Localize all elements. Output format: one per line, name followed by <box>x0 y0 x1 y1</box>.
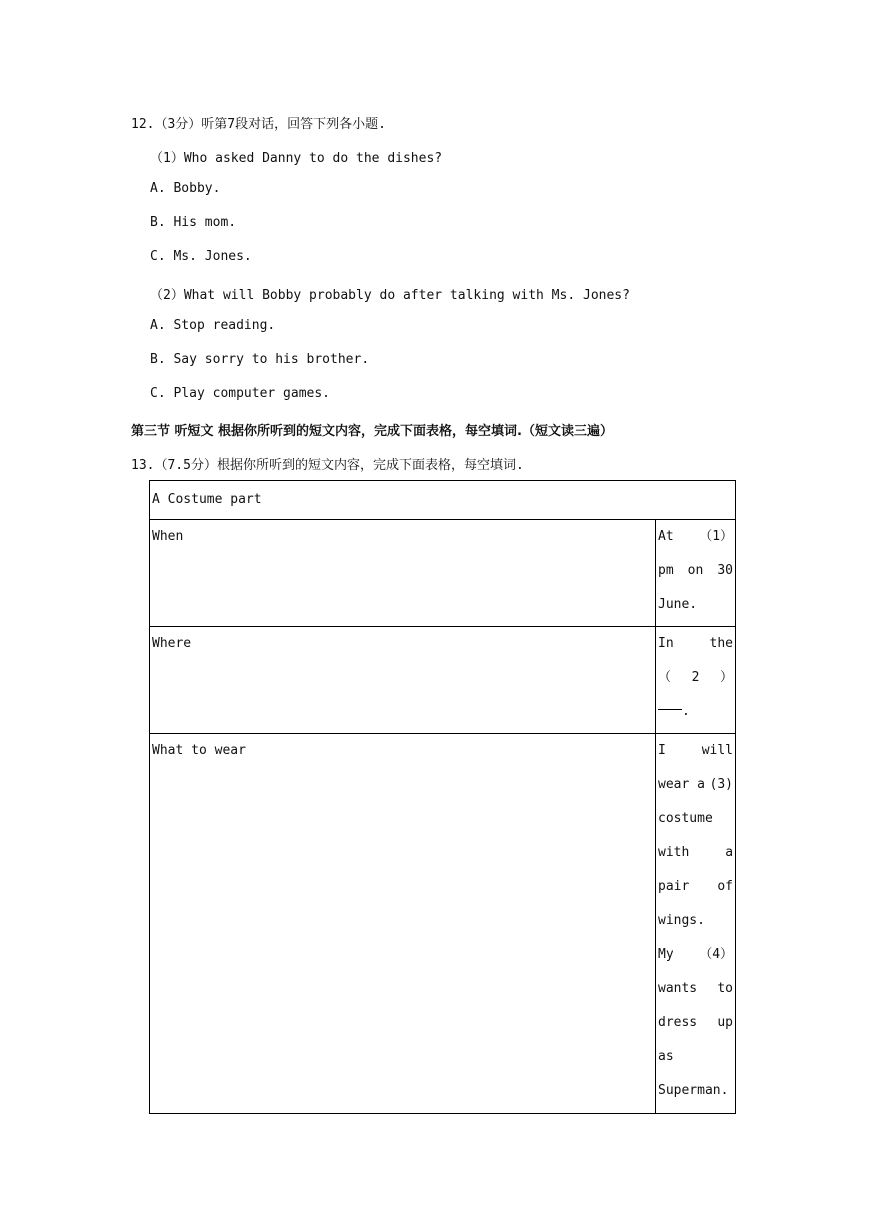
answer-line: June. <box>658 597 698 612</box>
answer-line: . <box>658 695 733 729</box>
q13-title: 13.（7.5分）根据你所听到的短文内容，完成下面表格，每空填词. <box>131 458 524 473</box>
q12-sub2-question: （2）What will Bobby probably do after talking with Ms. Jones? <box>150 288 630 303</box>
q12-sub1-question: （1）Who asked Danny to do the dishes? <box>150 151 443 166</box>
answer-line: costume <box>658 811 713 826</box>
table-row <box>150 734 656 1114</box>
answer-line: I will <box>658 743 734 758</box>
answer-line: My （4） <box>658 947 734 962</box>
answer-line: In the <box>658 636 734 651</box>
answer-line: wants to <box>658 981 734 996</box>
answer-cell-where <box>656 627 736 734</box>
q12-title: 12.（3分）听第7段对话，回答下列各小题. <box>131 117 386 132</box>
table-row <box>150 627 656 734</box>
q12-sub2-option-a: A. Stop reading. <box>150 318 276 333</box>
q12-sub1-option-b: B. His mom. <box>150 215 237 230</box>
answer-line: wings. <box>658 913 705 928</box>
answer-line: pair of <box>658 879 734 894</box>
q12-sub1-option-a: A. Bobby. <box>150 181 221 196</box>
answer-line: Superman. <box>658 1083 729 1098</box>
answer-blank <box>658 695 682 710</box>
table-row <box>150 520 656 627</box>
answer-line: with a <box>658 845 734 860</box>
q12-sub2-option-b: B. Say sorry to his brother. <box>150 352 370 367</box>
answer-cell-when <box>656 520 736 627</box>
q12-sub1-option-c: C. Ms. Jones. <box>150 249 252 264</box>
q12-sub2-option-c: C. Play computer games. <box>150 386 331 401</box>
row-label-when: When <box>152 529 184 544</box>
answer-line: pm on 30 <box>658 563 733 578</box>
section3-heading: 第三节 听短文 根据你所听到的短文内容，完成下面表格，每空填词.（短文读三遍） <box>131 424 613 439</box>
table-header: A Costume part <box>152 492 262 507</box>
costume-table <box>149 480 736 1114</box>
row-label-where: Where <box>152 636 192 651</box>
answer-line: wear a (3) <box>658 777 734 792</box>
answer-cell-what-to-wear <box>656 734 736 1114</box>
answer-line: dress up <box>658 1015 734 1030</box>
answer-line: At （1） <box>658 529 734 544</box>
answer-line: （ 2 ） <box>658 670 734 685</box>
table-header-cell <box>150 481 736 520</box>
answer-line: as <box>658 1049 674 1064</box>
row-label-what-to-wear: What to wear <box>152 743 246 758</box>
